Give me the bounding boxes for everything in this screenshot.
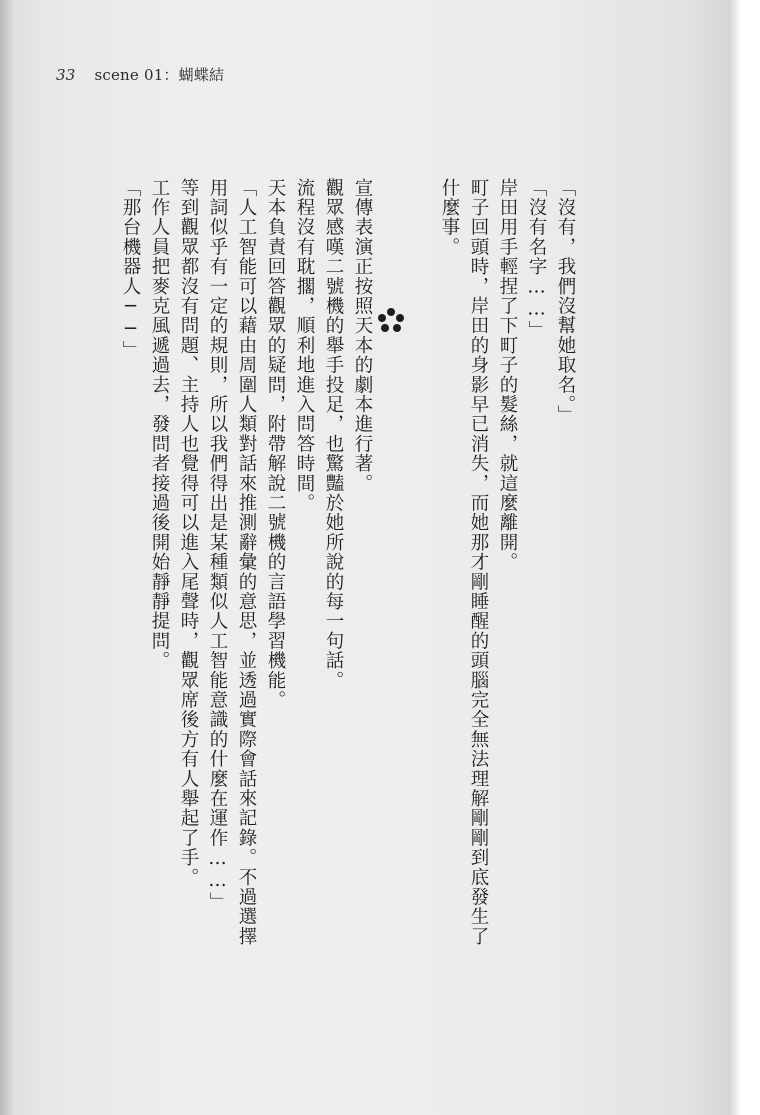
spine-shadow xyxy=(0,0,14,1115)
running-header xyxy=(56,64,224,85)
text-column: 町子回頭時，岸田的身影早已消失，而她那才剛睡醒的頭腦完全無法理解剛剛到底發生了 xyxy=(468,178,489,947)
text-column: 用詞似乎有一定的規則，所以我們得出是某種類似人工智能意識的什麼在運作……」 xyxy=(207,178,228,912)
text-column: 工作人員把麥克風遞過去，發問者接過後開始靜靜提問。 xyxy=(149,178,170,671)
text-column: 岸田用手輕捏了下町子的髮絲，就這麼離開。 xyxy=(497,178,518,572)
text-column: 觀眾感嘆二號機的舉手投足，也驚豔於她所說的每一句話。 xyxy=(323,178,344,691)
scene-break-flower-icon xyxy=(378,308,404,334)
text-column: 等到觀眾都沒有問題、主持人也覺得可以進入尾聲時，觀眾席後方有人舉起了手。 xyxy=(178,178,199,888)
page-edge xyxy=(740,0,760,1115)
page-number: 33 xyxy=(56,66,76,84)
text-column: 宣傳表演正按照天本的劇本進行著。 xyxy=(352,178,373,494)
text-column: 什麼事。 xyxy=(439,178,460,257)
scene-title: scene 01：蝴蝶結 xyxy=(94,66,225,84)
text-column: 流程沒有耽擱，順利地進入問答時間。 xyxy=(294,178,315,513)
text-column: 「人工智能可以藉由周圍人類對話來推測辭彙的意思，並透過實際會話來記錄。不過選擇 xyxy=(236,178,257,947)
text-column: 天本負責回答觀眾的疑問，附帶解說二號機的言語學習機能。 xyxy=(265,178,286,710)
text-column: 「那台機器人──」 xyxy=(120,178,141,361)
text-column: 「沒有，我們沒幫她取名。」 xyxy=(555,178,576,425)
vertical-text-block xyxy=(118,178,578,998)
text-column: 「沒有名字……」 xyxy=(526,178,547,341)
